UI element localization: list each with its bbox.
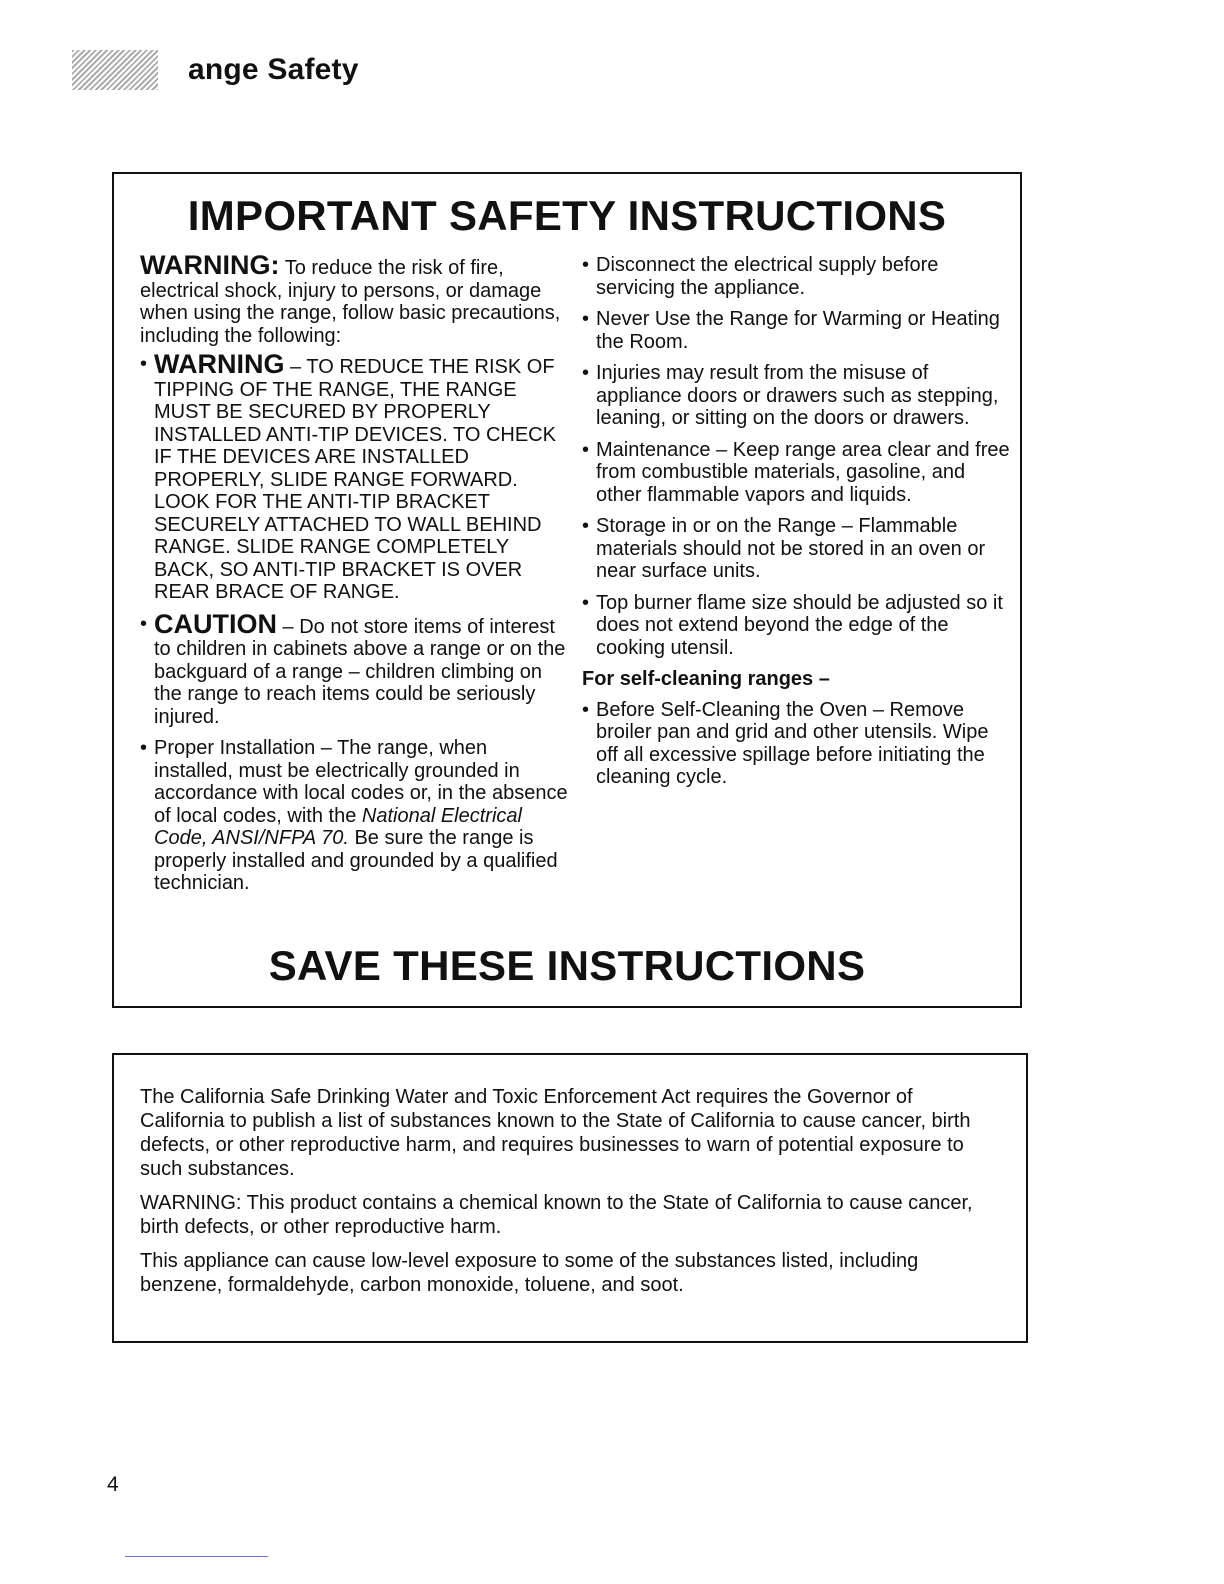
prop65-paragraph: The California Safe Drinking Water and Toxic Enforcement Act requires the Governor of California to publish a list of substances known to the State of California to cause cancer, birth defects, or other reproductive harm, and requires businesses to warn of potential exposure to such substances.	[140, 1086, 971, 1180]
left-column	[140, 250, 570, 904]
list-item: • Maintenance – Keep range area clear and free from combustible materials, gasoline, and other flammable vapors and liquids.	[582, 439, 1014, 507]
list-item	[140, 737, 570, 895]
safety-box-title: IMPORTANT SAFETY INSTRUCTIONS	[187, 192, 947, 239]
list-item: • Top burner flame size should be adjusted so it does not extend beyond the edge of the cooking utensil.	[582, 592, 1014, 660]
electrical-code-reference: National Electrical Code, ANSI/NFPA 70.	[154, 804, 522, 849]
page-header	[72, 40, 359, 100]
installation-text-end: Be sure the range is properly installed and grounded by a qualified technician.	[154, 827, 558, 894]
list-item: • Storage in or on the Range – Flammable materials should not be stored in an oven or near surface units.	[582, 515, 1014, 583]
list-item	[140, 349, 570, 604]
footer-divider	[125, 1556, 268, 1557]
prop65-notice-box	[112, 1053, 1028, 1343]
warning-label: WARNING	[154, 349, 285, 379]
list-item	[140, 608, 570, 729]
right-column	[582, 254, 1014, 798]
list-item: • Injuries may result from the misuse of appliance doors or drawers such as stepping, leaning, or sitting on the doors or drawers.	[582, 362, 1014, 430]
intro-text: To reduce the risk of fire, electrical shock, injury to persons, or damage when using the range, follow basic precautions, including the following:	[140, 257, 561, 347]
caution-text: – Do not store items of interest to children in cabinets above a range or on the backguard of a range – children climbing on the range to reach items could be seriously injured.	[154, 615, 566, 728]
self-cleaning-heading: For self-cleaning ranges –	[582, 668, 830, 690]
installation-text-start: Proper Installation – The range, when installed, must be electrically grounded in accordance with local codes or, in the absence of local codes, with the	[154, 737, 568, 827]
prop65-paragraph: WARNING: This product contains a chemical known to the State of California to cause cancer, birth defects, or other reproductive harm.	[140, 1192, 973, 1238]
save-instructions-title: SAVE THESE INSTRUCTIONS	[268, 942, 866, 989]
prop65-text	[140, 1085, 1000, 1307]
section-title: ange Safety	[188, 53, 359, 86]
list-item: • Before Self-Cleaning the Oven – Remove broiler pan and grid and other utensils. Wipe off all excessive spillage before initiating the cleaning cycle.	[582, 699, 1014, 789]
safety-instructions-box	[112, 172, 1022, 1008]
list-item: • Disconnect the electrical supply before servicing the appliance.	[582, 254, 1014, 299]
prop65-paragraph: This appliance can cause low-level exposure to some of the substances listed, including benzene, formaldehyde, carbon monoxide, toluene, and soot.	[140, 1250, 919, 1296]
page-number: 4	[107, 1473, 119, 1496]
intro-paragraph	[140, 250, 570, 347]
list-item: • Never Use the Range for Warming or Heating the Room.	[582, 308, 1014, 353]
section-logo-mark	[72, 50, 158, 90]
warning-text: – TO REDUCE THE RISK OF TIPPING OF THE RANGE, THE RANGE MUST BE SECURED BY PROPERLY INSTALLED ANTI-TIP DEVICES. TO CHECK IF THE DEVICES ARE INSTALLED PROPERLY, SLIDE RANGE FORWARD. LOOK FOR THE ANTI-TIP BRACKET SECURELY ATTACHED TO WALL BEHIND RANGE. SLIDE RANGE COMPLETELY BACK, SO ANTI-TIP BRACKET IS OVER REAR BRACE OF RANGE.	[154, 356, 556, 603]
intro-warning-label: WARNING:	[140, 250, 280, 280]
caution-label: CAUTION	[154, 608, 277, 639]
